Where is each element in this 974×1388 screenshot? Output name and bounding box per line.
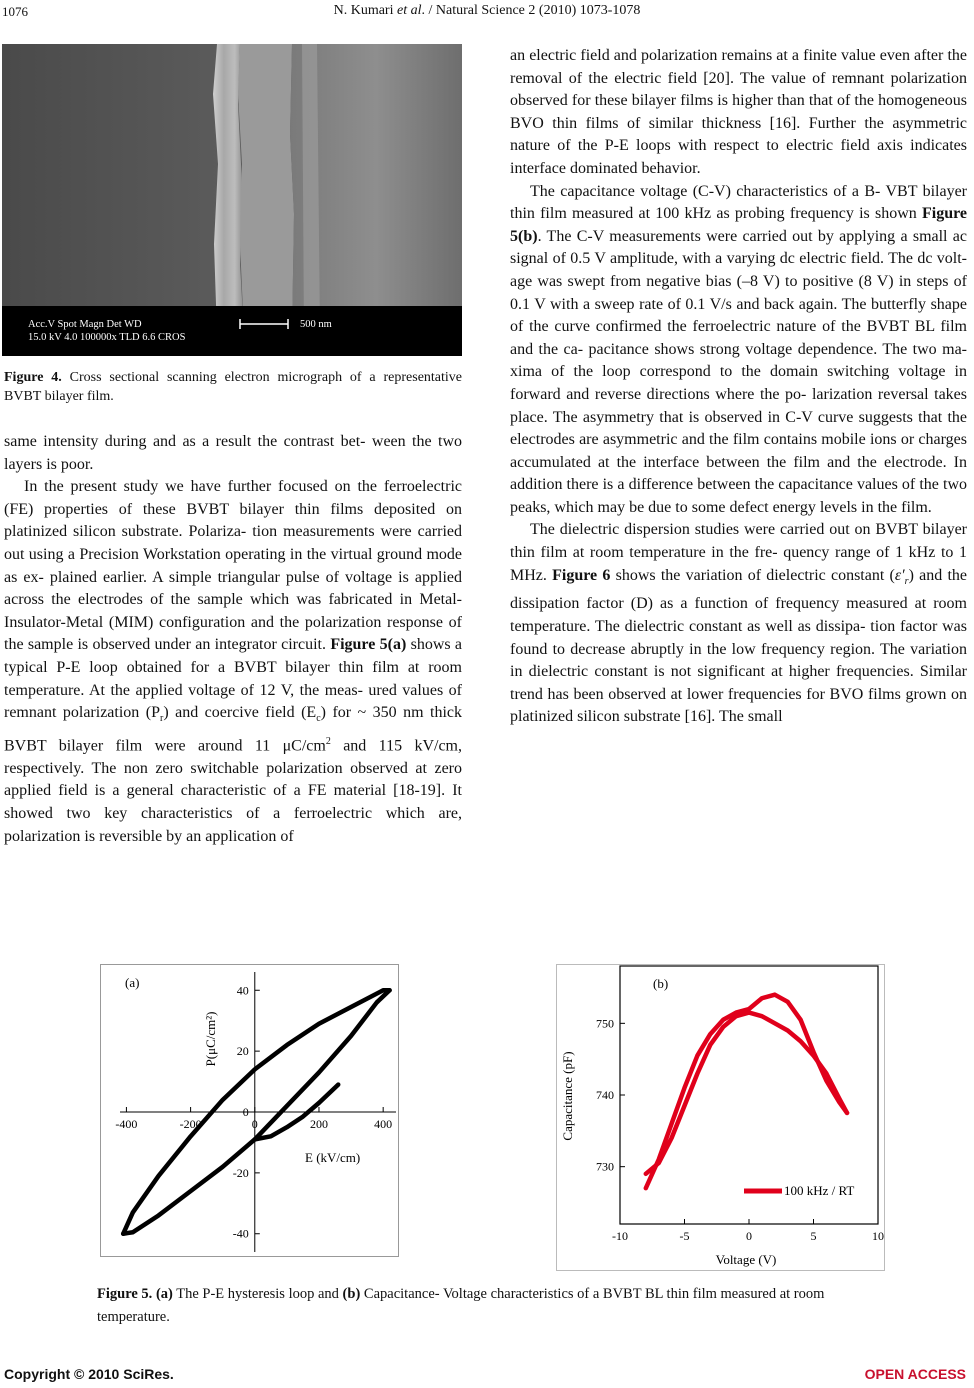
cv-legend-label: 100 kHz / RT [784,1183,855,1198]
copyright-footer: Copyright © 2010 SciRes. [4,1366,174,1382]
cv-x-tick-label: -10 [612,1229,628,1243]
pe-x-axis-label: E (kV/cm) [305,1150,361,1165]
cv-y-tick-label: 750 [596,1016,614,1031]
pe-y-tick-label: 40 [236,983,249,998]
pe-y-tick-label: -40 [232,1226,249,1241]
sem-scale-label: 500 nm [300,319,332,330]
cv-y-axis-label: Capacitance (pF) [560,1051,575,1141]
left-paragraph-2: In the present study we have further focused on the ferroelectric (FE) properties of these BVBT bilayer thin films deposited on platinized silicon substrate. Polariza- tion measurements were carried out using a Precision Workstation operating in the virtual ground mode as ex- plained earlier. A simple triangular pulse of voltage is applied across the electrodes of the sample which was fabricated in Metal-Insulator-Metal (MIM) configuration and the polarization response of the sample is observed under an integrator circuit. Figure 5(a) shows a typical P-E loop obtained for a BVBT bilayer thin film at room temperature. At the applied voltage of 12 V, the meas- ured values of remnant polarization $(P_r)$ and coercive field $(E_c)$ for ~ 350 nm thick BVBT bilayer film were around 11 $\mu C/cm^2$ and 115 kV/cm, respectively. The non zero switchable polarization observed at zero applied field is a general characteristic of a FE material [18-19]. It showed two key characteristics of a ferroelectric which are, polarization is reversible by an application of [4,478,463,845]
pe-y-tick-label: 20 [236,1044,249,1059]
cv-panel-label: (b) [653,976,669,991]
pe-y-tick-label: -20 [232,1165,249,1180]
cv-x-tick-label: 10 [872,1229,884,1243]
page-number: 1076 [2,4,28,19]
pe-x-tick-label: -400 [115,1117,138,1131]
cv-y-tick-label: 730 [596,1159,614,1174]
pe-x-tick-label: -200 [179,1117,202,1131]
cv-y-tick-label: 740 [596,1088,614,1102]
right-column-text [510,45,967,729]
right-paragraph-1: an electric field and polarization remains at a finite value even after the removal of the electric field [20]. The value of remnant polarization observed for these bilayer films is higher than that of the homogeneous BVO thin films of similar thickness [16]. Further the asymmetric nature of the P-E loops with respect to electric field axis indicates interface dominated behavior. [510,47,967,177]
figure-5-caption: Figure 5. (a) The P-E hysteresis loop and (b) Capacitance- Voltage characteristics of a BVBT BL thin film measured at room temperature. [97,1286,825,1325]
sem-info-row2: 15.0 kV 4.0 100000x TLD 6.6 CROS [28,332,186,343]
pe-panel-label: (a) [125,975,140,990]
pe-x-tick-label: 0 [251,1117,258,1131]
right-paragraph-3: The dielectric dispersion studies were carried out on BVBT bilayer thin film at room temperature in the fre- quency range of 1 kHz to 1 MHz. Figure 6 shows the variation of dielectric constant $(\varepsilon'_r)$ and the dissipation factor (D) as a function of frequency measured at room temperature. The dielectric constant as well as dissipa- tion factor was found to decrease abruptly in the low frequency region. The variation in dielectric constant is not significant at higher frequencies. Similar trend has been observed at lower frequencies for BVO films grown on platinized silicon substrate [16]. The small [510,521,968,726]
right-paragraph-2: The capacitance voltage (C-V) characteristics of a B- VBT bilayer thin film measured at 100 kHz as probing frequency is shown Figure 5(b). The C-V measurements were carried out by applying a small ac signal of 0.5 V amplitude, with a varying dc electric field. The dc volt- age was swept from negative bias (–8 V) to positive (8 V) in steps of 0.1 V with a sweep rate of 0.1 V/s and back again. The butterfly shape of the curve confirmed the ferroelectric nature of the BVBT BL film and the ca- pacitance shows strong voltage dependence. The two ma- xima of the loop correspond to the domain switching voltage in forward and reverse directions where the po- larization reversal takes place. The asymmetry that is observed in C-V curve suggests that the electrodes are asymmetric and the film contains mobile ions or charges accumulated at the interface between the film and the electrode. In addition there is a difference between the capacitance values of the two peaks, which may be due to some defect energy levels in the film. [510,182,967,516]
figure-4-caption: Figure 4. Cross sectional scanning electron micrograph of a representative BVBT bilayer film. [4,370,463,404]
left-column-text [4,431,462,848]
sem-info-row1: Acc.V Spot Magn Det WD [28,319,142,330]
pe-y-axis-label: P(μC/cm²) [203,1011,218,1067]
pe-y-tick-label: 0 [242,1105,249,1119]
pe-x-tick-label: 200 [309,1117,328,1131]
left-paragraph-1: same intensity during and as a result the contrast bet- ween the two layers is poor. [4,433,462,473]
cv-chart [556,964,886,1272]
cv-x-tick-label: -5 [679,1229,690,1243]
pe-loop-chart [100,964,400,1258]
cv-x-axis-label: Voltage (V) [715,1252,777,1267]
sem-micrograph [2,44,462,356]
open-access-footer: OPEN ACCESS [864,1366,966,1382]
running-header [0,2,974,24]
cv-x-tick-label: 5 [810,1229,817,1243]
pe-x-tick-label: 400 [374,1117,393,1131]
running-title: N. Kumari et al. / Natural Science 2 (2010) 1073-1078 [333,3,641,18]
cv-x-tick-label: 0 [746,1229,752,1243]
